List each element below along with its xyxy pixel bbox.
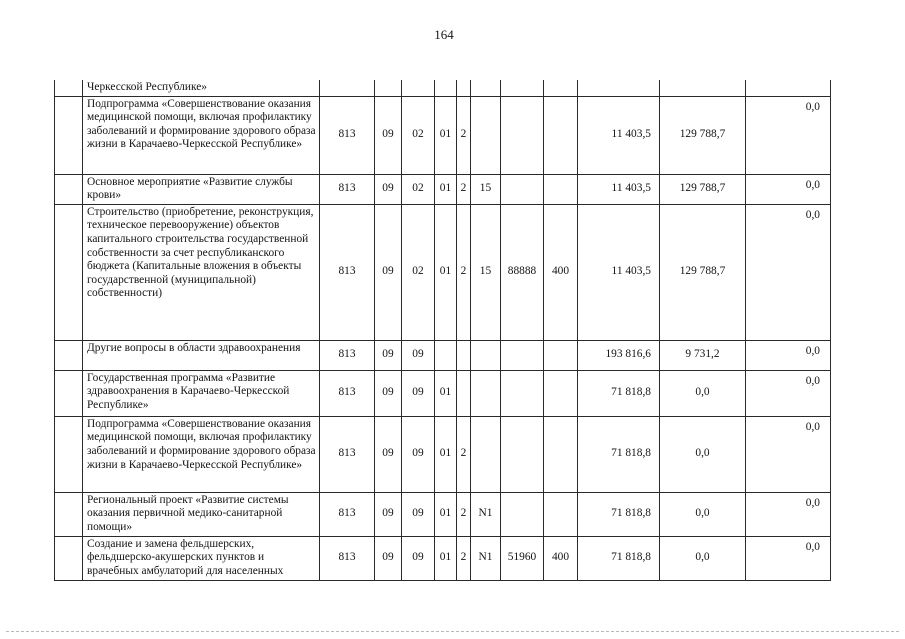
subsection-code: 09	[402, 536, 435, 580]
amount-3	[746, 80, 831, 96]
row-marker-cell	[55, 492, 83, 536]
amount-1: 71 818,8	[578, 492, 660, 536]
amount-1: 11 403,5	[578, 204, 660, 340]
amount-1: 11 403,5	[578, 174, 660, 204]
amount-1: 193 816,6	[578, 340, 660, 370]
expense-type-code: 400	[544, 204, 578, 340]
target-article-code-3: N1	[471, 492, 501, 536]
subsection-code: 02	[402, 204, 435, 340]
target-article-code-2: 2	[457, 204, 471, 340]
target-article-code-4	[501, 370, 544, 416]
row-marker-cell	[55, 340, 83, 370]
row-name: Подпрограмма «Совершенствование оказания медицинской помощи, включая профилактику заболеваний и формирование здорового образа жизни в Карачаево-Черкесской Республике»	[83, 416, 320, 492]
table-row	[55, 96, 831, 174]
section-code: 09	[375, 204, 402, 340]
target-article-code-1: 01	[435, 492, 457, 536]
row-marker-cell	[55, 536, 83, 580]
target-article-code-4: 51960	[501, 536, 544, 580]
subsection-code: 09	[402, 492, 435, 536]
table-row	[55, 536, 831, 580]
row-marker-cell	[55, 174, 83, 204]
target-article-code-4	[501, 340, 544, 370]
ministry-code: 813	[320, 340, 375, 370]
section-code: 09	[375, 174, 402, 204]
table-row	[55, 370, 831, 416]
section-code	[375, 80, 402, 96]
amount-3: 0,0	[746, 536, 831, 580]
target-article-code-4	[501, 174, 544, 204]
table-row	[55, 80, 831, 96]
expense-type-code: 400	[544, 536, 578, 580]
row-name: Создание и замена фельдшерских, фельдшерско-акушерских пунктов и врачебных амбулаторий для населенных	[83, 536, 320, 580]
row-name: Другие вопросы в области здравоохранения	[83, 340, 320, 370]
budget-table	[54, 80, 831, 581]
target-article-code-2: 2	[457, 416, 471, 492]
target-article-code-1: 01	[435, 536, 457, 580]
row-name: Строительство (приобретение, реконструкция, техническое перевооружение) объектов капитального строительства государственной собственности за счет республиканского бюджета (Капитальные вложения в объекты государственной (муниципальной) собственности)	[83, 204, 320, 340]
amount-3: 0,0	[746, 174, 831, 204]
row-marker-cell	[55, 80, 83, 96]
amount-1: 71 818,8	[578, 416, 660, 492]
target-article-code-1: 01	[435, 370, 457, 416]
table-row	[55, 340, 831, 370]
target-article-code-1: 01	[435, 416, 457, 492]
section-code: 09	[375, 370, 402, 416]
table-row	[55, 416, 831, 492]
amount-2: 0,0	[660, 536, 746, 580]
target-article-code-2: 2	[457, 536, 471, 580]
amount-1: 11 403,5	[578, 96, 660, 174]
target-article-code-2	[457, 340, 471, 370]
amount-1	[578, 80, 660, 96]
subsection-code	[402, 80, 435, 96]
target-article-code-1: 01	[435, 96, 457, 174]
row-marker-cell	[55, 204, 83, 340]
section-code: 09	[375, 416, 402, 492]
amount-2: 0,0	[660, 370, 746, 416]
target-article-code-3: 15	[471, 174, 501, 204]
expense-type-code	[544, 340, 578, 370]
expense-type-code	[544, 370, 578, 416]
row-name: Основное мероприятие «Развитие службы крови»	[83, 174, 320, 204]
amount-2: 0,0	[660, 416, 746, 492]
amount-1: 71 818,8	[578, 536, 660, 580]
ministry-code: 813	[320, 174, 375, 204]
row-marker-cell	[55, 416, 83, 492]
subsection-code: 09	[402, 370, 435, 416]
amount-2: 0,0	[660, 492, 746, 536]
subsection-code: 02	[402, 96, 435, 174]
ministry-code: 813	[320, 536, 375, 580]
target-article-code-3	[471, 96, 501, 174]
amount-2: 9 731,2	[660, 340, 746, 370]
expense-type-code	[544, 174, 578, 204]
amount-2	[660, 80, 746, 96]
target-article-code-3: 15	[471, 204, 501, 340]
target-article-code-4	[501, 96, 544, 174]
target-article-code-3: N1	[471, 536, 501, 580]
ministry-code: 813	[320, 416, 375, 492]
target-article-code-1	[435, 80, 457, 96]
section-code: 09	[375, 492, 402, 536]
ministry-code: 813	[320, 204, 375, 340]
amount-3: 0,0	[746, 96, 831, 174]
target-article-code-2: 2	[457, 96, 471, 174]
target-article-code-1	[435, 340, 457, 370]
subsection-code: 09	[402, 340, 435, 370]
row-name: Подпрограмма «Совершенствование оказания медицинской помощи, включая профилактику заболеваний и формирование здорового образа жизни в Карачаево-Черкесской Республике»	[83, 96, 320, 174]
section-code: 09	[375, 536, 402, 580]
row-marker-cell	[55, 370, 83, 416]
amount-3: 0,0	[746, 416, 831, 492]
subsection-code: 09	[402, 416, 435, 492]
target-article-code-3	[471, 80, 501, 96]
amount-2: 129 788,7	[660, 96, 746, 174]
target-article-code-2: 2	[457, 174, 471, 204]
page-bottom-edge	[6, 631, 899, 632]
target-article-code-4	[501, 492, 544, 536]
expense-type-code	[544, 416, 578, 492]
ministry-code: 813	[320, 492, 375, 536]
row-name: Региональный проект «Развитие системы оказания первичной медико-санитарной помощи»	[83, 492, 320, 536]
target-article-code-3	[471, 416, 501, 492]
ministry-code	[320, 80, 375, 96]
target-article-code-3	[471, 340, 501, 370]
target-article-code-1: 01	[435, 174, 457, 204]
section-code: 09	[375, 96, 402, 174]
ministry-code: 813	[320, 96, 375, 174]
amount-2: 129 788,7	[660, 204, 746, 340]
target-article-code-2: 2	[457, 492, 471, 536]
expense-type-code	[544, 96, 578, 174]
row-marker-cell	[55, 96, 83, 174]
target-article-code-2	[457, 370, 471, 416]
row-name: Государственная программа «Развитие здравоохранения в Карачаево-Черкесской Республике»	[83, 370, 320, 416]
table-row	[55, 174, 831, 204]
target-article-code-1: 01	[435, 204, 457, 340]
amount-1: 71 818,8	[578, 370, 660, 416]
table-row	[55, 492, 831, 536]
table-row	[55, 204, 831, 340]
target-article-code-4	[501, 416, 544, 492]
amount-3: 0,0	[746, 340, 831, 370]
page-number: 164	[434, 27, 454, 42]
amount-3: 0,0	[746, 204, 831, 340]
target-article-code-3	[471, 370, 501, 416]
target-article-code-4	[501, 80, 544, 96]
row-name: Черкесской Республике»	[83, 80, 320, 96]
expense-type-code	[544, 492, 578, 536]
amount-3: 0,0	[746, 370, 831, 416]
section-code: 09	[375, 340, 402, 370]
ministry-code: 813	[320, 370, 375, 416]
expense-type-code	[544, 80, 578, 96]
subsection-code: 02	[402, 174, 435, 204]
amount-3: 0,0	[746, 492, 831, 536]
target-article-code-2	[457, 80, 471, 96]
target-article-code-4: 88888	[501, 204, 544, 340]
amount-2: 129 788,7	[660, 174, 746, 204]
